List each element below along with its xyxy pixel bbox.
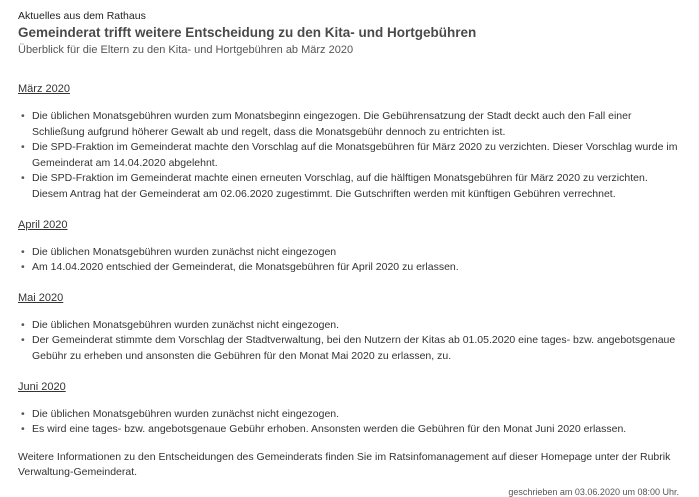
bullet-icon: •	[21, 334, 25, 347]
list-item-text: Die SPD-Fraktion im Gemeinderat machte einen erneuten Vorschlag, auf die hälftigen Monatsgebühren für März 2020 zu verzichten. Diesem Antrag hat der Gemeinderat am 02.06.2020 zugestimmt. Die Gutschriften werden mit künftigen Gebühren verrechnet.	[32, 172, 648, 200]
bullet-icon: •	[21, 423, 25, 436]
section-mai	[18, 288, 683, 365]
list-item-text: Die üblichen Monatsgebühren wurden zunächst nicht eingezogen.	[32, 318, 340, 331]
list-item-text: Die SPD-Fraktion im Gemeinderat machte den Vorschlag auf die Monatsgebühren für März 2020 zu verzichten. Dieser Vorschlag wurde im Gemeinderat am 14.04.2020 abgelehnt.	[32, 141, 678, 169]
list-item-text: Die üblichen Monatsgebühren wurden zunächst nicht eingezogen.	[32, 407, 340, 420]
list-item	[18, 260, 683, 276]
list-item	[18, 318, 683, 334]
list-april	[18, 245, 683, 276]
list-item	[18, 109, 683, 140]
bullet-icon: •	[21, 261, 25, 274]
section-maerz	[18, 79, 683, 203]
further-info-text: Weitere Informationen zu den Entscheidungen des Gemeinderats finden Sie im Ratsinfomanagement auf dieser Homepage unter der Rubrik Verwaltung-Gemeinderat.	[18, 450, 671, 479]
list-item	[18, 171, 683, 202]
bullet-icon: •	[21, 245, 25, 258]
article-title: Gemeinderat trifft weitere Entscheidung zu den Kita- und Hortgebühren	[18, 25, 477, 40]
article-kicker: Aktuelles aus dem Rathaus	[18, 10, 146, 22]
article-subtitle: Überblick für die Eltern zu den Kita- und Hortgebühren ab März 2020	[18, 44, 354, 56]
month-heading-juni[interactable]: Juni 2020	[18, 380, 66, 393]
list-juni	[18, 407, 683, 438]
list-maerz	[18, 109, 683, 203]
bullet-icon: •	[21, 110, 25, 122]
list-item-text: Der Gemeinderat stimmte dem Vorschlag der Stadtverwaltung, bei den Nutzern der Kitas ab 01.05.2020 eine tages- bzw. angebotsgenaue Gebühr zu erheben und ansonsten die Gebühren für den Monat Mai 2020 zu erlassen, zu.	[32, 334, 676, 362]
list-mai	[18, 318, 683, 365]
month-heading-maerz[interactable]: März 2020	[18, 83, 70, 95]
article-sections	[18, 79, 683, 438]
list-item	[18, 333, 683, 364]
bullet-icon: •	[21, 172, 25, 185]
list-item-text: Es wird eine tages- bzw. angebotsgenaue Gebühr erhoben. Ansonsten werden die Gebühren für den Monat Juni 2020 erlassen.	[32, 423, 627, 436]
list-item-text: Die üblichen Monatsgebühren wurden zunächst nicht eingezogen	[32, 245, 337, 258]
bullet-icon: •	[21, 407, 25, 420]
bullet-icon: •	[21, 318, 25, 331]
list-item-text: Die üblichen Monatsgebühren wurden zum Monatsbeginn eingezogen. Die Gebührensatzung der Stadt deckt auch den Fall einer Schließung aufgrund höherer Gewalt ab und regelt, dass die Monatsgebühr dennoch zu entrichten ist.	[32, 110, 632, 138]
bullet-icon: •	[21, 141, 25, 154]
list-item	[18, 407, 683, 423]
month-heading-april[interactable]: April 2020	[18, 218, 68, 231]
published-timestamp: geschrieben am 03.06.2020 um 08:00 Uhr.	[508, 486, 679, 497]
list-item	[18, 422, 683, 438]
section-april	[18, 215, 683, 276]
list-item	[18, 140, 683, 171]
section-juni	[18, 377, 683, 438]
month-heading-mai[interactable]: Mai 2020	[18, 291, 64, 304]
list-item	[18, 245, 683, 261]
list-item-text: Am 14.04.2020 entschied der Gemeinderat, die Monatsgebühren für April 2020 zu erlassen.	[32, 261, 459, 274]
